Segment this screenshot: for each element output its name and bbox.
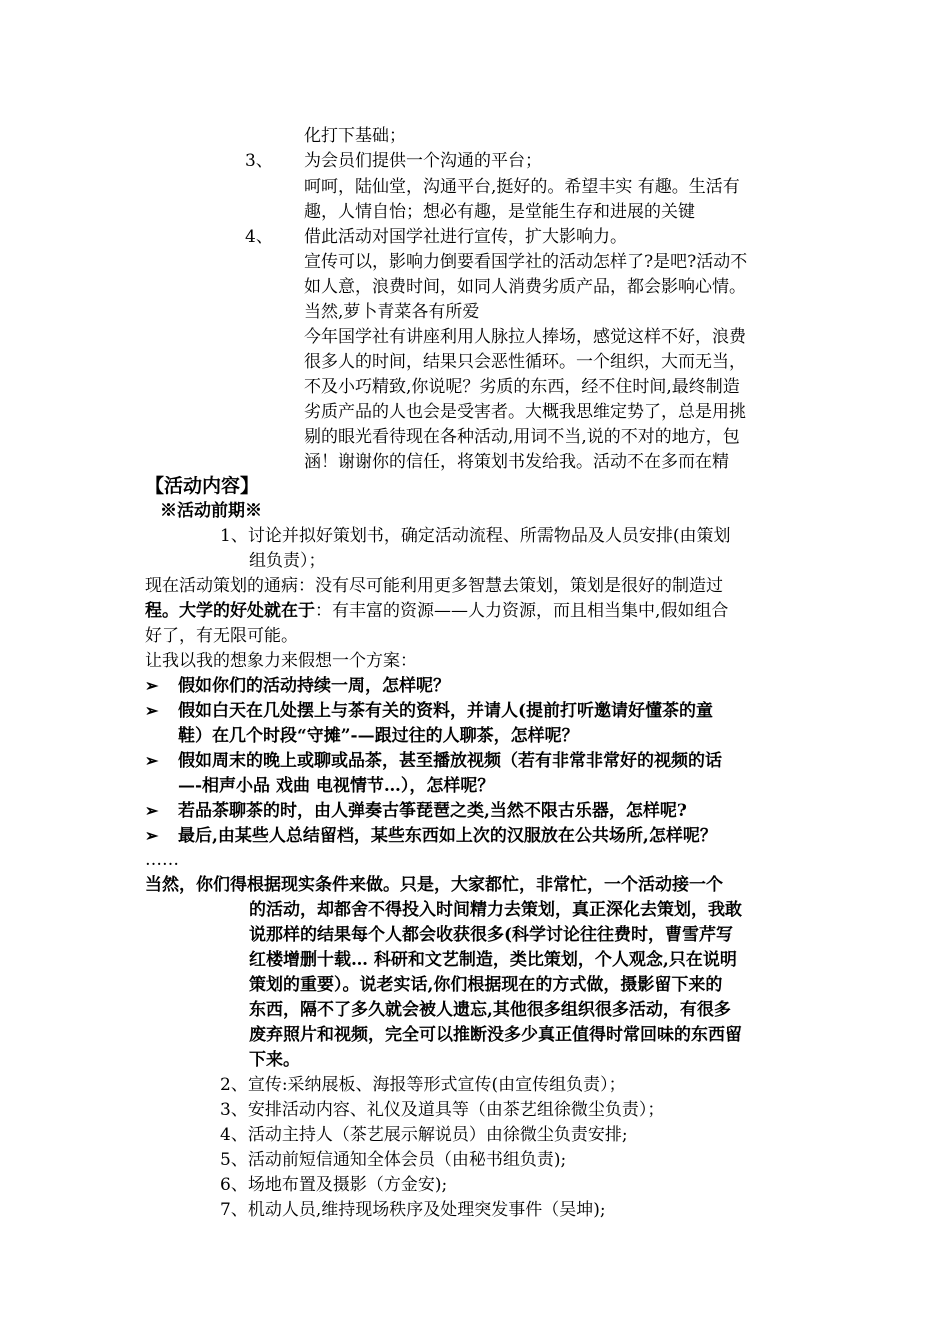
bullet-arrow-icon: ➢ (145, 751, 159, 770)
bullet-item-continuation: —-相声小品 戏曲 电视情节…），怎样呢？ (178, 776, 495, 796)
item4-text: 借此活动对国学社进行宣传，扩大影响力。 (304, 227, 627, 247)
commentary-phrase: ：有丰富的资源——人力资源，而且相当集中,假如组合 (315, 601, 729, 621)
bold-paragraph-line: 废弃照片和视频，完全可以推断没多少真正值得时常回味的东西留 (249, 1025, 742, 1045)
bold-paragraph-line: 说那样的结果每个人都会收获很多(科学讨论往往费时，曹雪芹写 (249, 925, 734, 945)
bullet-arrow-icon: ➢ (145, 676, 159, 695)
bullet-arrow-icon: ➢ (145, 801, 159, 820)
item4-comment-line: 不及小巧精致,你说呢？劣质的东西，经不住时间,最终制造 (304, 377, 740, 397)
bullet-item: 假如你们的活动持续一周，怎样呢？ (178, 676, 450, 696)
step-item: 5、活动前短信通知全体会员（由秘书组负责); (220, 1150, 567, 1170)
bullet-item: 假如周末的晚上或聊或品茶，甚至播放视频（若有非常非常好的视频的话 (178, 751, 722, 771)
item4-comment-line: 剔的眼光看待现在各种活动,用词不当,说的不对的地方，包 (304, 427, 740, 447)
step1-line: 组负责）； (249, 551, 326, 571)
section-title: 【活动内容】 (145, 475, 260, 497)
item4-comment-line: 宣传可以，影响力倒要看国学社的活动怎样了?是吧?活动不 (304, 252, 748, 272)
item4-comment-line: 当然,萝卜青菜各有所爱 (304, 302, 480, 322)
item4-comment-line: 今年国学社有讲座利用人脉拉人捧场，感觉这样不好，浪费 (304, 327, 746, 347)
commentary-bold-phrase: 程。大学的好处就在于 (145, 601, 315, 621)
bullet-item-continuation: 鞋）在几个时段“守摊”-—跟过往的人聊茶，怎样呢？ (178, 726, 579, 746)
commentary-intro: 让我以我的想象力来假想一个方案： (145, 651, 417, 671)
bullet-arrow-icon: ➢ (145, 826, 159, 845)
step-item: 7、机动人员,维持现场秩序及处理突发事件（吴坤); (220, 1200, 606, 1220)
bold-paragraph-line: 东西，隔不了多久就会被人遗忘,其他很多组织很多活动，有很多 (249, 1000, 731, 1020)
commentary-line: 好了，有无限可能。 (145, 626, 298, 646)
bold-paragraph-line: 策划的重要）。说老实话,你们根据现在的方式做，摄影留下来的 (249, 975, 723, 995)
ellipsis: …… (145, 850, 179, 870)
bold-paragraph-line: 的活动，却都舍不得投入时间精力去策划，真正深化去策划，我敢 (249, 900, 742, 920)
item4-number: 4、 (245, 227, 273, 247)
item3-text: 为会员们提供一个沟通的平台； (304, 151, 542, 171)
step-item: 2、宣传:采纳展板、海报等形式宣传(由宣传组负责）； (220, 1075, 626, 1095)
step1-line: 1、讨论并拟好策划书，确定活动流程、所需物品及人员安排(由策划 (220, 526, 731, 546)
step-item: 6、场地布置及摄影（方金安); (220, 1175, 448, 1195)
bold-paragraph-first-line: 当然，你们得根据现实条件来做。只是，大家都忙，非常忙，一个活动接一个 (145, 875, 723, 895)
section-subtitle: ※活动前期※ (160, 501, 262, 521)
item3-comment-line: 趣，人情自怡；想必有趣，是堂能生存和进展的关键 (304, 202, 695, 222)
commentary-line (145, 599, 728, 623)
item4-comment-line: 劣质产品的人也会是受害者。大概我思维定势了，总是用挑 (304, 402, 746, 422)
step-item: 4、活动主持人（茶艺展示解说员）由徐微尘负责安排; (220, 1125, 628, 1145)
item4-comment-line: 很多人的时间，结果只会恶性循环。一个组织，大而无当， (304, 352, 746, 372)
item3-comment-line: 呵呵，陆仙堂，沟通平台,挺好的。希望丰实 有趣。生活有 (304, 177, 740, 197)
bullet-item: 若品茶聊茶的时，由人弹奏古筝琵琶之类,当然不限古乐器，怎样呢? (178, 801, 687, 821)
commentary-line: 现在活动策划的通病：没有尽可能利用更多智慧去策划，策划是很好的制造过 (145, 576, 723, 596)
item4-comment-line: 涵！谢谢你的信任，将策划书发给我。活动不在多而在精 (304, 452, 729, 472)
bullet-item: 最后,由某些人总结留档，某些东西如上次的汉服放在公共场所,怎样呢？ (178, 826, 717, 846)
item4-comment-line: 如人意，浪费时间，如同人消费劣质产品，都会影响心情。 (304, 277, 746, 297)
bullet-arrow-icon: ➢ (145, 701, 159, 720)
bold-paragraph-line: 红楼增删十载… 科研和文艺制造，类比策划，个人观念,只在说明 (249, 950, 737, 970)
item2-tail: 化打下基础； (304, 126, 406, 146)
bold-paragraph-line: 下来。 (249, 1050, 300, 1070)
item3-number: 3、 (245, 151, 273, 171)
bullet-item: 假如白天在几处摆上与茶有关的资料，并请人(提前打听邀请好懂茶的童 (178, 701, 714, 721)
step-item: 3、安排活动内容、礼仪及道具等（由茶艺组徐微尘负责）； (220, 1100, 665, 1120)
